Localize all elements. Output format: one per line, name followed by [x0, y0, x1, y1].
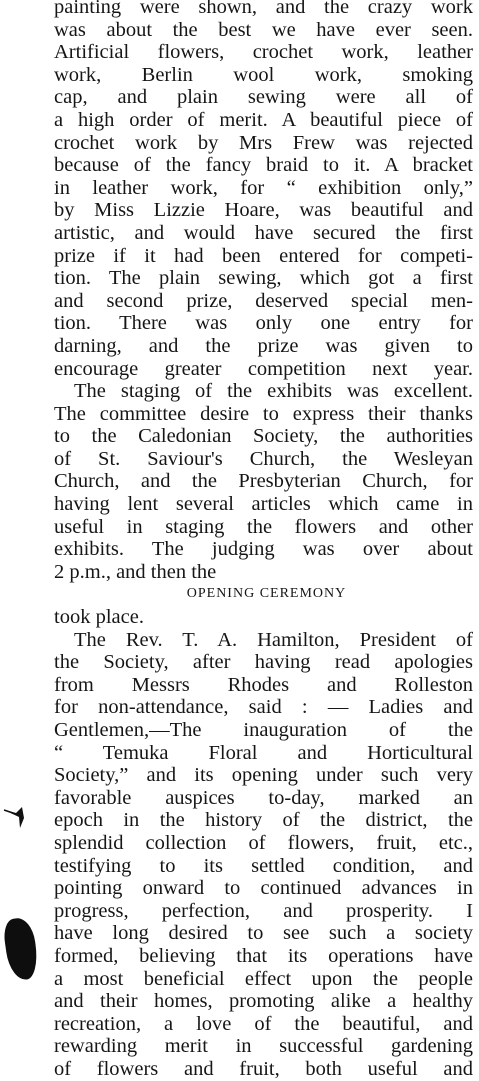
article-line: favorable auspices to-day, marked an — [54, 786, 473, 809]
article-line: darning, and the prize was given to — [54, 334, 473, 357]
article-line: cap, and plain sewing were all of — [54, 86, 473, 109]
article-line: the Society, after having read apologies — [54, 651, 473, 674]
article-line: epoch in the history of the district, the — [54, 809, 473, 832]
article-line: splendid collection of flowers, fruit, etc., — [54, 831, 473, 854]
article-line: The committee desire to express their thanks — [54, 402, 473, 425]
article-line: testifying to its settled condition, and — [54, 854, 473, 877]
article-line: rewarding merit in successful gardening — [54, 1035, 473, 1058]
article-line: have long desired to see such a society — [54, 922, 473, 945]
article-line: a high order of merit. A beautiful piece of — [54, 108, 473, 131]
article-line: artistic, and would have secured the first — [54, 221, 473, 244]
article-line: was about the best we have ever seen. — [54, 18, 473, 41]
ink-smudge-mark — [2, 804, 38, 830]
section-heading: OPENING CEREMONY — [186, 586, 347, 602]
article-line: a most beneficial effect upon the people — [54, 967, 473, 990]
article-line: and their homes, promoting alike a healthy — [54, 990, 473, 1013]
article-line: “ Temuka Floral and Horticultural — [54, 741, 473, 764]
article-line: Gentlemen,—The inauguration of the — [54, 719, 473, 741]
article-line: prize if it had been entered for competi- — [54, 244, 473, 267]
article-line: pointing onward to continued advances in — [54, 877, 473, 900]
article-line: formed, believing that its operations have — [54, 944, 473, 967]
article-line: tion. There was only one entry for — [54, 312, 473, 335]
article-line: Church, and the Presbyterian Church, for — [54, 470, 473, 493]
article-line: of St. Saviour's Church, the Wesleyan — [54, 447, 473, 470]
article-line: for non-attendance, said : — Ladies and — [54, 696, 473, 719]
article-line: progress, perfection, and prosperity. I — [54, 899, 473, 922]
article-line: Artificial flowers, crochet work, leather — [54, 41, 473, 64]
article-line: painting were shown, and the crazy work — [54, 0, 473, 18]
article-line: The Rev. T. A. Hamilton, President of — [74, 628, 473, 651]
article-line: to the Caledonian Society, the authorities — [54, 425, 473, 448]
article-line: of flowers and fruit, both useful and — [54, 1057, 473, 1080]
article-line: work, Berlin wool work, smoking — [54, 63, 473, 86]
article-line: encourage greater competition next year. — [54, 357, 473, 380]
article-line: by Miss Lizzie Hoare, was beautiful and — [54, 199, 473, 222]
article-line: tion. The plain sewing, which got a first — [54, 267, 473, 290]
article-line: took place. — [54, 606, 144, 629]
article-line: in leather work, for “ exhibition only,” — [54, 176, 473, 199]
article-line: crochet work by Mrs Frew was rejected — [54, 131, 473, 154]
article-line: and second prize, deserved special men- — [54, 289, 473, 312]
article-line: useful in staging the flowers and other — [54, 515, 473, 538]
article-line: 2 p.m., and then the — [54, 560, 217, 583]
article-line: recreation, a love of the beautiful, and — [54, 1012, 473, 1035]
article-line: The staging of the exhibits was excellent. — [74, 380, 473, 403]
article-line: from Messrs Rhodes and Rolleston — [54, 673, 473, 696]
article-line: exhibits. The judging was over about — [54, 538, 473, 561]
article-line: because of the fancy braid to it. A bracket — [54, 154, 473, 177]
article-line: having lent several articles which came in — [54, 493, 473, 516]
article-line: Society,” and its opening under such very — [54, 764, 473, 787]
